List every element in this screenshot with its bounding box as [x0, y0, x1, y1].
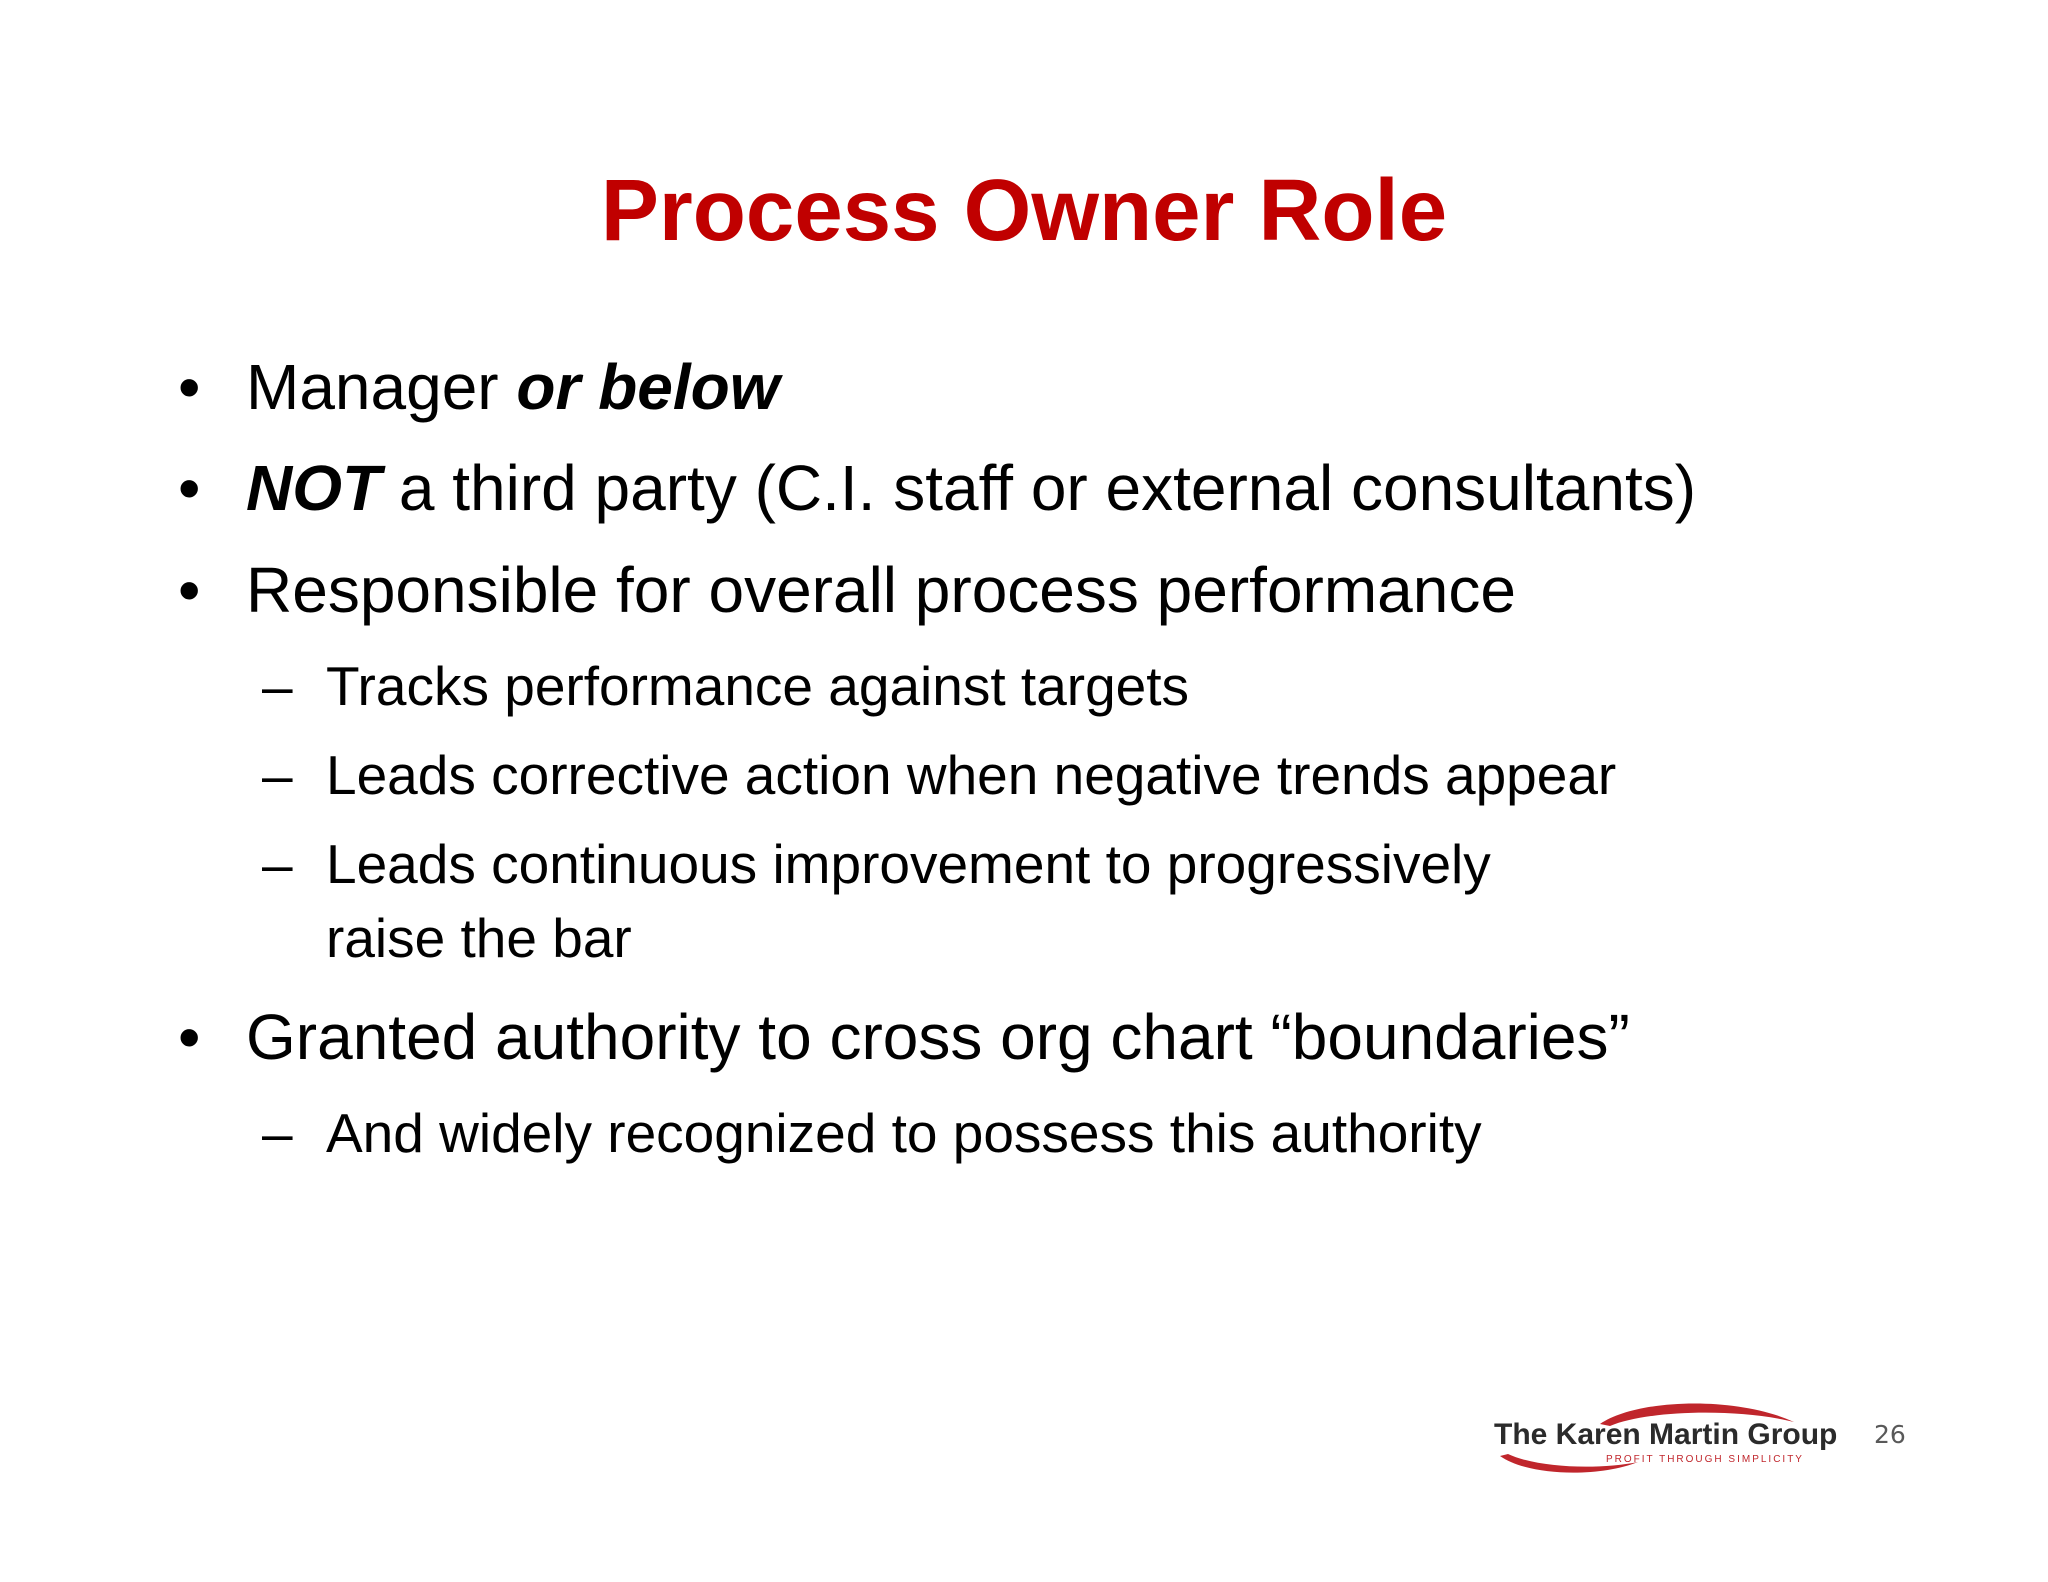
bullet-marker: •: [178, 554, 201, 626]
bullet-text: [246, 347, 780, 427]
sub-marker: –: [262, 1102, 293, 1164]
sub-marker: –: [262, 833, 293, 895]
sub-text: And widely recognized to possess this authority: [326, 1102, 1482, 1164]
sub-text: Tracks performance against targets: [326, 655, 1190, 717]
page-number: 26: [1874, 1420, 1906, 1449]
sub-text: Leads corrective action when negative trends appear: [326, 744, 1617, 806]
bullet-emphasis: or below: [516, 351, 780, 423]
bullet-text: [246, 448, 1696, 528]
bullet-marker: •: [178, 452, 201, 524]
bullet-marker: •: [178, 351, 201, 423]
logo-tagline: PROFIT THROUGH SIMPLICITY: [1606, 1454, 1804, 1465]
sub-marker: –: [262, 655, 293, 717]
slide-title: Process Owner Role: [600, 162, 1448, 259]
bullet-text: Responsible for overall process performance: [246, 554, 1516, 626]
bullet-plain-text: Manager: [246, 351, 517, 423]
bullet-text: Granted authority to cross org chart “boundaries”: [246, 1001, 1630, 1073]
sub-text-line-1: Leads continuous improvement to progressively: [326, 833, 1491, 895]
bullet-plain-text: a third party (C.I. staff or external consultants): [381, 452, 1697, 524]
bullet-marker: •: [178, 1001, 201, 1073]
sub-marker: –: [262, 744, 293, 806]
logo-name: The Karen Martin Group: [1494, 1418, 1838, 1451]
sub-text-line-2: raise the bar: [326, 907, 632, 969]
bullet-emphasis: NOT: [246, 452, 382, 524]
company-logo: [1488, 1396, 1848, 1476]
